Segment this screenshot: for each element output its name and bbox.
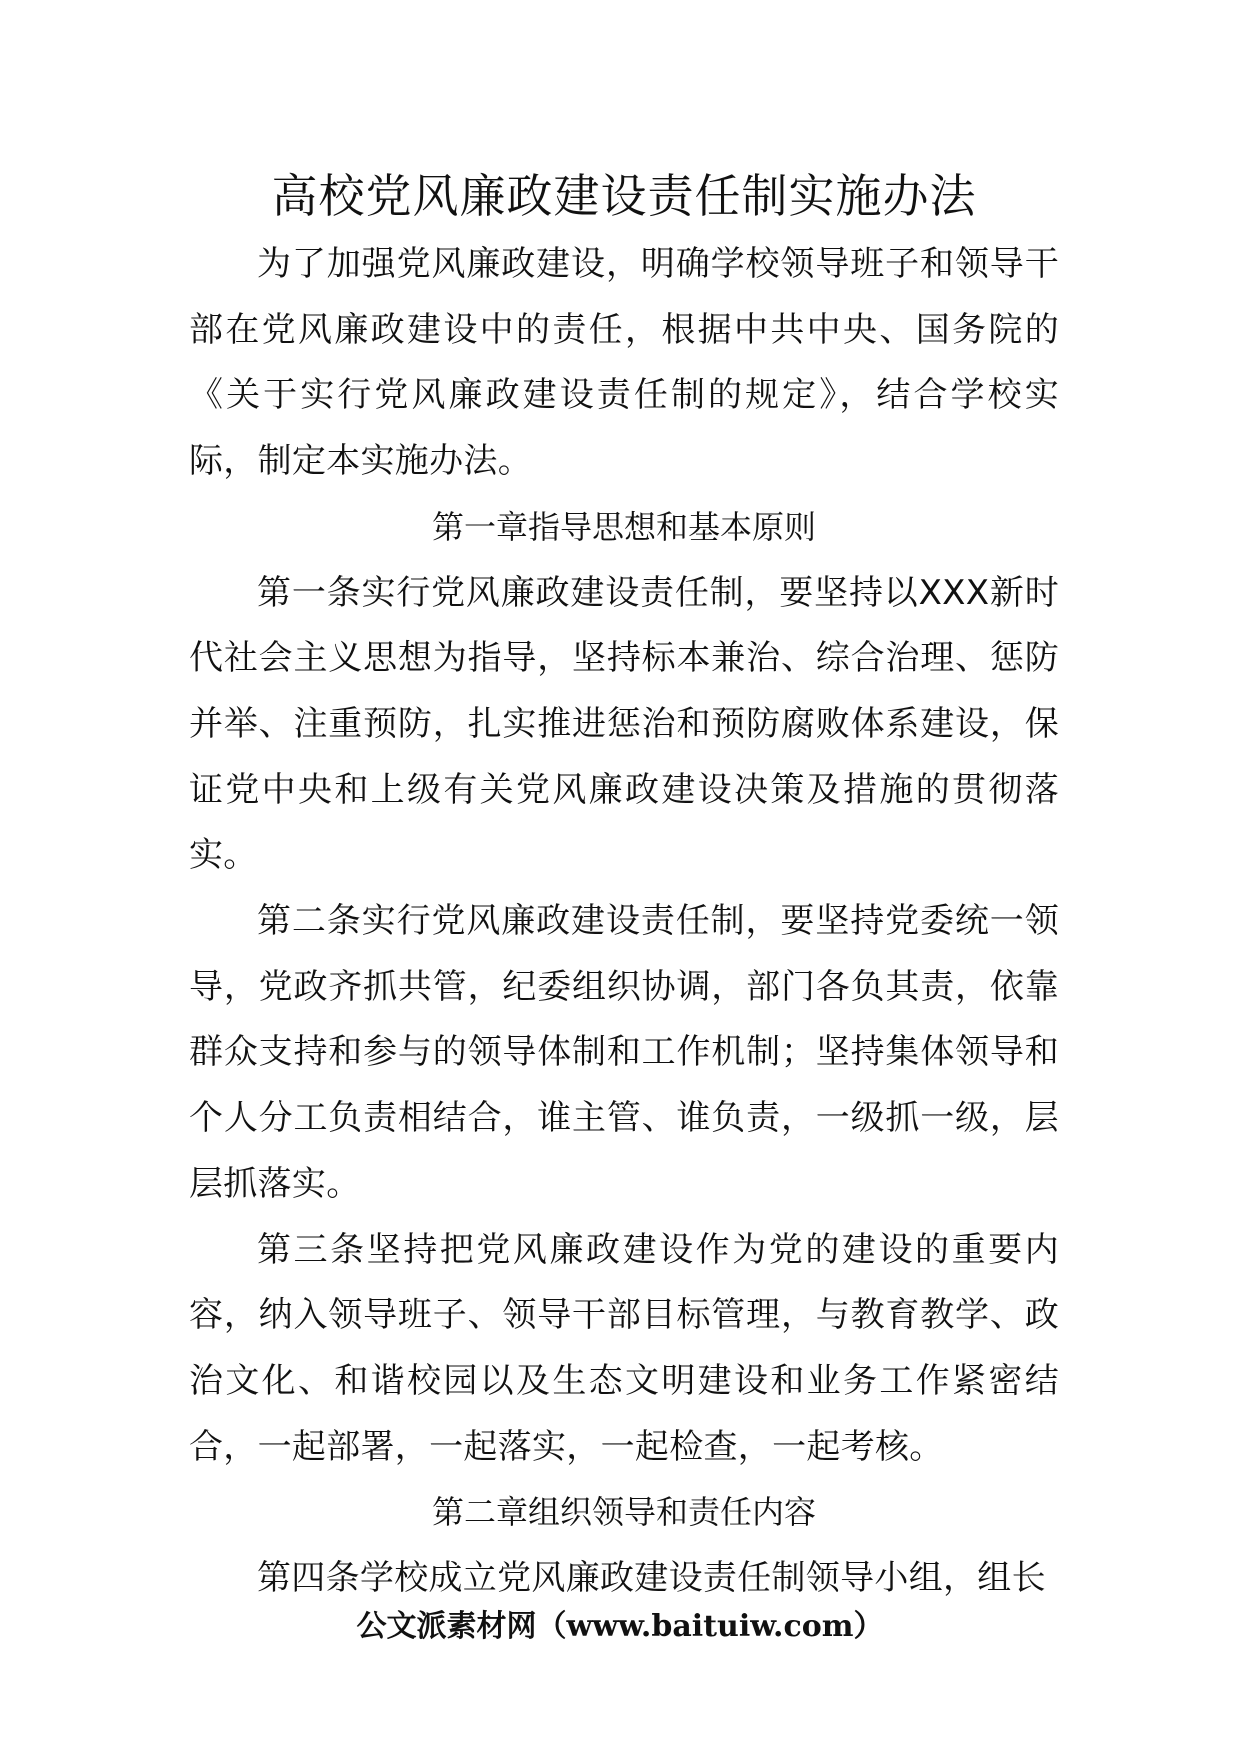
article-3-paragraph: 第三条坚持把党风廉政建设作为党的建设的重要内容，纳入领导班子、领导干部目标管理，与教育教学、政治文化、和谐校园以及生态文明建设和业务工作紧密结合，一起部署，一起落实，一起检查，一起考核。 (189, 1229, 1059, 1467)
chapter-2-heading: 第二章组织领导和责任内容 (431, 1493, 816, 1532)
article-2-paragraph: 第二条实行党风廉政建设责任制，要坚持党委统一领导，党政齐抓共管，纪委组织协调，部门各负其责，依靠群众支持和参与的领导体制和工作机制；坚持集体领导和个人分工负责相结合，谁主管、谁负责，一级抓一级，层层抓落实。 (189, 901, 1059, 1204)
chapter-1-heading: 第一章指导思想和基本原则 (431, 507, 816, 546)
article-1-paragraph: 第一条实行党风廉政建设责任制，要坚持以XXX新时代社会主义思想为指导，坚持标本兼治、综合治理、惩防并举、注重预防，扎实推进惩治和预防腐败体系建设，保证党中央和上级有关党风廉政建设决策及措施的贯彻落实。 (189, 572, 1059, 876)
article-4-paragraph: 第四条学校成立党风廉政建设责任制领导小组，组长 (257, 1558, 1046, 1599)
document-page (189, 160, 1059, 1612)
intro-paragraph: 为了加强党风廉政建设，明确学校领导班子和领导干部在党风廉政建设中的责任，根据中共中央、国务院的《关于实行党风廉政建设责任制的规定》，结合学校实际，制定本实施办法。 (189, 244, 1059, 482)
footer-watermark: 公文派素材网（www.baituiw.com） (356, 1609, 884, 1644)
document-title: 高校党风廉政建设责任制实施办法 (271, 169, 977, 223)
